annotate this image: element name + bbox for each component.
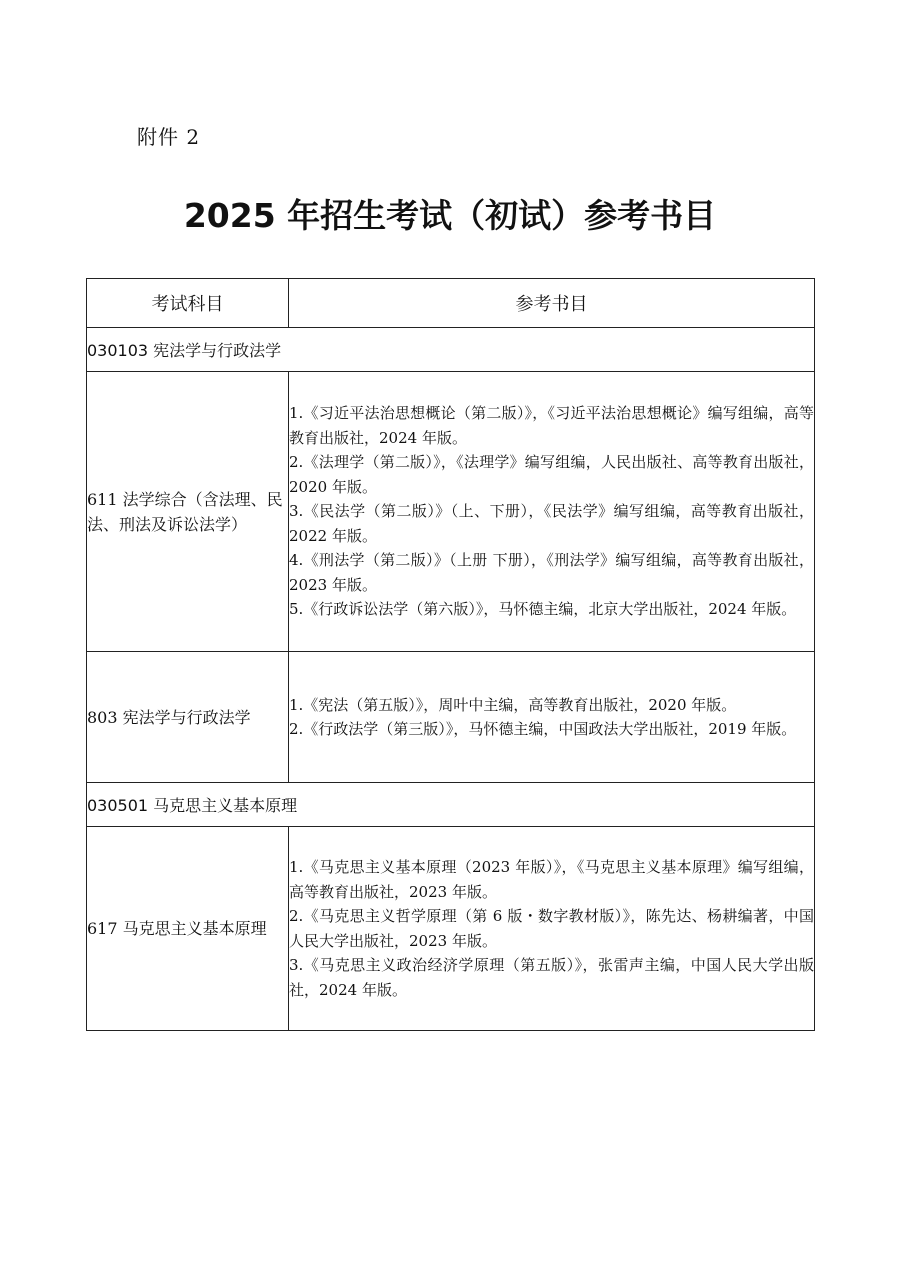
book-entry: 2.《行政法学（第三版）》，马怀德主编，中国政法大学出版社，2019 年版。 — [289, 720, 797, 738]
book-entry: 2.《马克思主义哲学原理（第 6 版・数字教材版）》，陈先达、杨耕编著，中国人民大学出版社，2023 年版。 — [289, 907, 814, 950]
attachment-label: 附件 2 — [137, 125, 201, 149]
books-cell — [289, 652, 815, 783]
book-entry: 1.《习近平法治思想概论（第二版）》，《习近平法治思想概论》编写组编，高等教育出版社，2024 年版。 — [289, 404, 814, 447]
book-entry: 2.《法理学（第二版）》，《法理学》编写组编，人民出版社、高等教育出版社，2020 年版。 — [289, 453, 814, 496]
book-entry: 3.《民法学（第二版）》（上、下册），《民法学》编写组编，高等教育出版社，2022 年版。 — [289, 502, 814, 545]
subject-cell: 803 宪法学与行政法学 — [87, 652, 289, 783]
book-entry: 3.《马克思主义政治经济学原理（第五版）》，张雷声主编，中国人民大学出版社，2024 年版。 — [289, 956, 814, 999]
table-row — [87, 652, 815, 783]
group-code-cell: 030501 马克思主义基本原理 — [87, 783, 815, 827]
subject-cell: 617 马克思主义基本原理 — [87, 827, 289, 1031]
subject-cell: 611 法学综合（含法理、民法、刑法及诉讼法学） — [87, 372, 289, 652]
book-entry: 5.《行政诉讼法学（第六版）》，马怀德主编，北京大学出版社，2024 年版。 — [289, 600, 797, 619]
table-row — [87, 827, 815, 1031]
group-code-cell: 030103 宪法学与行政法学 — [87, 328, 815, 372]
group-row — [87, 328, 815, 372]
book-entry: 1.《宪法（第五版）》，周叶中主编，高等教育出版社，2020 年版。 — [289, 695, 737, 714]
group-row — [87, 783, 815, 827]
page-title: 2025 年招生考试（初试）参考书目 — [183, 196, 717, 235]
book-entry: 1.《马克思主义基本原理（2023 年版）》，《马克思主义基本原理》编写组编，高等教育出版社，2023 年版。 — [289, 858, 814, 901]
book-entry: 4.《刑法学（第二版）》（上册 下册），《刑法学》编写组编，高等教育出版社，2023 年版。 — [289, 551, 814, 594]
table-row — [87, 372, 815, 652]
column-header-subject: 考试科目 — [87, 279, 289, 328]
table-header-row — [87, 279, 815, 328]
column-header-books: 参考书目 — [289, 279, 815, 328]
books-cell — [289, 827, 815, 1031]
books-cell — [289, 372, 815, 652]
reference-book-table — [86, 278, 815, 1031]
